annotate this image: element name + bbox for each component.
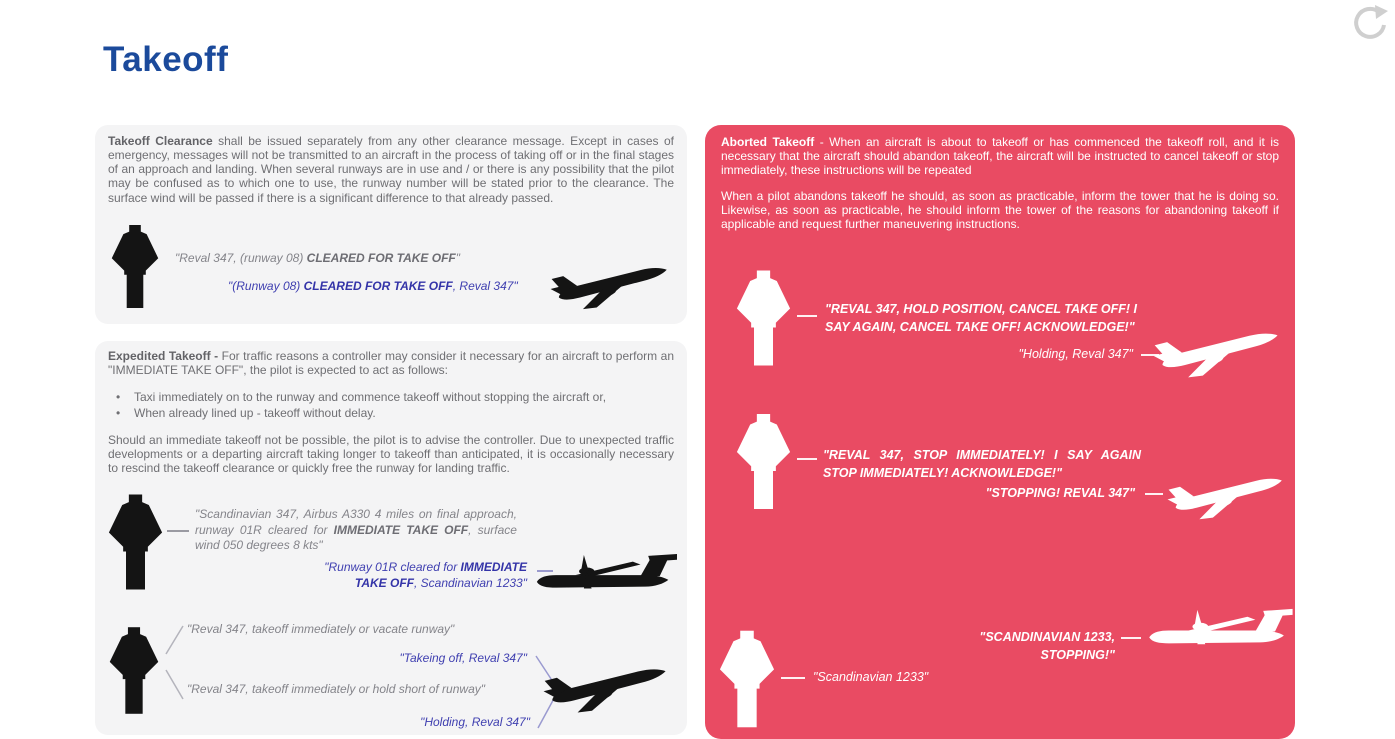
jet-plane-icon [1163, 455, 1289, 531]
pilot-quote: "Takeing off, Reval 347" [399, 651, 527, 665]
connector-line [797, 458, 817, 460]
jet-plane-icon [546, 244, 675, 322]
list-item: • Taxi immediately on to the runway and commence takeoff without stopping the aircraft or, [108, 390, 674, 406]
control-tower-icon [108, 618, 160, 723]
controller-quote: "Reval 347, takeoff immediately or hold short of runway" [187, 682, 485, 696]
turboprop-plane-icon [1145, 605, 1293, 662]
controller-quote: "Reval 347, (runway 08) CLEARED FOR TAKE OFF" [175, 251, 461, 265]
expedited-heading: Expedited Takeoff - [108, 349, 219, 363]
control-tower-icon [107, 487, 164, 597]
list-item: • When already lined up - takeoff without delay. [108, 406, 674, 422]
pilot-readback-quote: "(Runway 08) CLEARED FOR TAKE OFF, Reval 347" [228, 279, 518, 293]
connector-lines-left [163, 624, 185, 702]
control-tower-icon [107, 225, 163, 308]
expedited-paragraph-2: Should an immediate takeoff not be possible, the pilot is to advise the controller. Due to unexpected traffic developments or a departing aircraft taking longer to takeoff than anticipated, it is occasionally necessary to rescind the takeoff clearance or quickly free the runway for landing traffic. [108, 433, 674, 476]
expedited-bullet-list [108, 390, 674, 421]
bullet-marker: • [116, 390, 121, 404]
aborted-paragraph-2: When a pilot abandons takeoff he should, as soon as practicable, inform the tower that he is doing so. Likewise, as soon as practicable, he should inform the tower of the reasons for abandoning takeoff if applicable and request further maneuvering instructions. [721, 189, 1279, 232]
expedited-takeoff-panel [95, 341, 687, 735]
jet-plane-icon [1148, 308, 1285, 390]
controller-quote: "Reval 347, takeoff immediately or vacate runway" [187, 622, 455, 636]
controller-quote: "REVAL 347, HOLD POSITION, CANCEL TAKE OFF! I SAY AGAIN, CANCEL TAKE OFF! ACKNOWLEDGE!" [825, 302, 1137, 334]
pilot-quote: "STOPPING! REVAL 347" [985, 486, 1135, 500]
control-tower-icon [735, 268, 792, 368]
controller-quote: "REVAL 347, STOP IMMEDIATELY! I SAY AGAIN STOP IMMEDIATELY! ACKNOWLEDGE!" [823, 448, 1141, 480]
page-title: Takeoff [103, 40, 229, 79]
aborted-heading: Aborted Takeoff [721, 135, 815, 149]
control-tower-icon [735, 413, 792, 510]
connector-line [1145, 493, 1163, 495]
pilot-quote: "Holding, Reval 347" [420, 715, 530, 729]
aborted-paragraph: Aborted Takeoff - When an aircraft is about to takeoff or has commenced the takeoff roll, and it is necessary that the aircraft should abandon takeoff, the aircraft will be instructed to cancel takeoff or stop immediately, these instructions will be repeated [721, 135, 1279, 178]
refresh-icon[interactable] [1348, 2, 1392, 46]
takeoff-clearance-heading: Takeoff Clearance [108, 134, 213, 148]
connector-line [1121, 637, 1141, 639]
bullet-marker: • [116, 405, 121, 420]
connector-line [781, 677, 805, 679]
controller-quote: "Scandinavian 1233" [813, 670, 929, 684]
aborted-takeoff-panel [705, 125, 1295, 739]
connector-line [167, 530, 189, 532]
pilot-readback-quote: "Runway 01R cleared for IMMEDIATE TAKE OFF, Scandinavian 1233" [324, 560, 527, 591]
takeoff-clearance-panel [95, 125, 687, 324]
control-tower-icon [718, 623, 776, 735]
turboprop-plane-icon [533, 549, 677, 607]
pilot-quote: "Holding, Reval 347" [1018, 347, 1133, 361]
takeoff-clearance-paragraph: Takeoff Clearance shall be issued separately from any other clearance message. Except in cases of emergency, messages will not be transmitted to an aircraft in the process of taking off or in the final stages of an approach and landing. When several runways are in use and / or there is any possibility that the pilot may be confused as to which one to use, the runway number will be stated prior to the clearance. The surface wind will be passed if there is a significant difference to that already passed. [108, 134, 674, 205]
controller-quote: "Scandinavian 347, Airbus A330 4 miles on final approach, runway 01R cleared for IMMEDIATE TAKE OFF, surface wind 050 degrees 8 kts" [195, 507, 517, 553]
expedited-paragraph: Expedited Takeoff - For traffic reasons a controller may consider it necessary for an aircraft to perform an "IMMEDIATE TAKE OFF", the pilot is expected to act as follows: [108, 349, 674, 378]
connector-line [797, 315, 817, 317]
pilot-quote: "SCANDINAVIAN 1233, STOPPING!" [979, 630, 1115, 662]
